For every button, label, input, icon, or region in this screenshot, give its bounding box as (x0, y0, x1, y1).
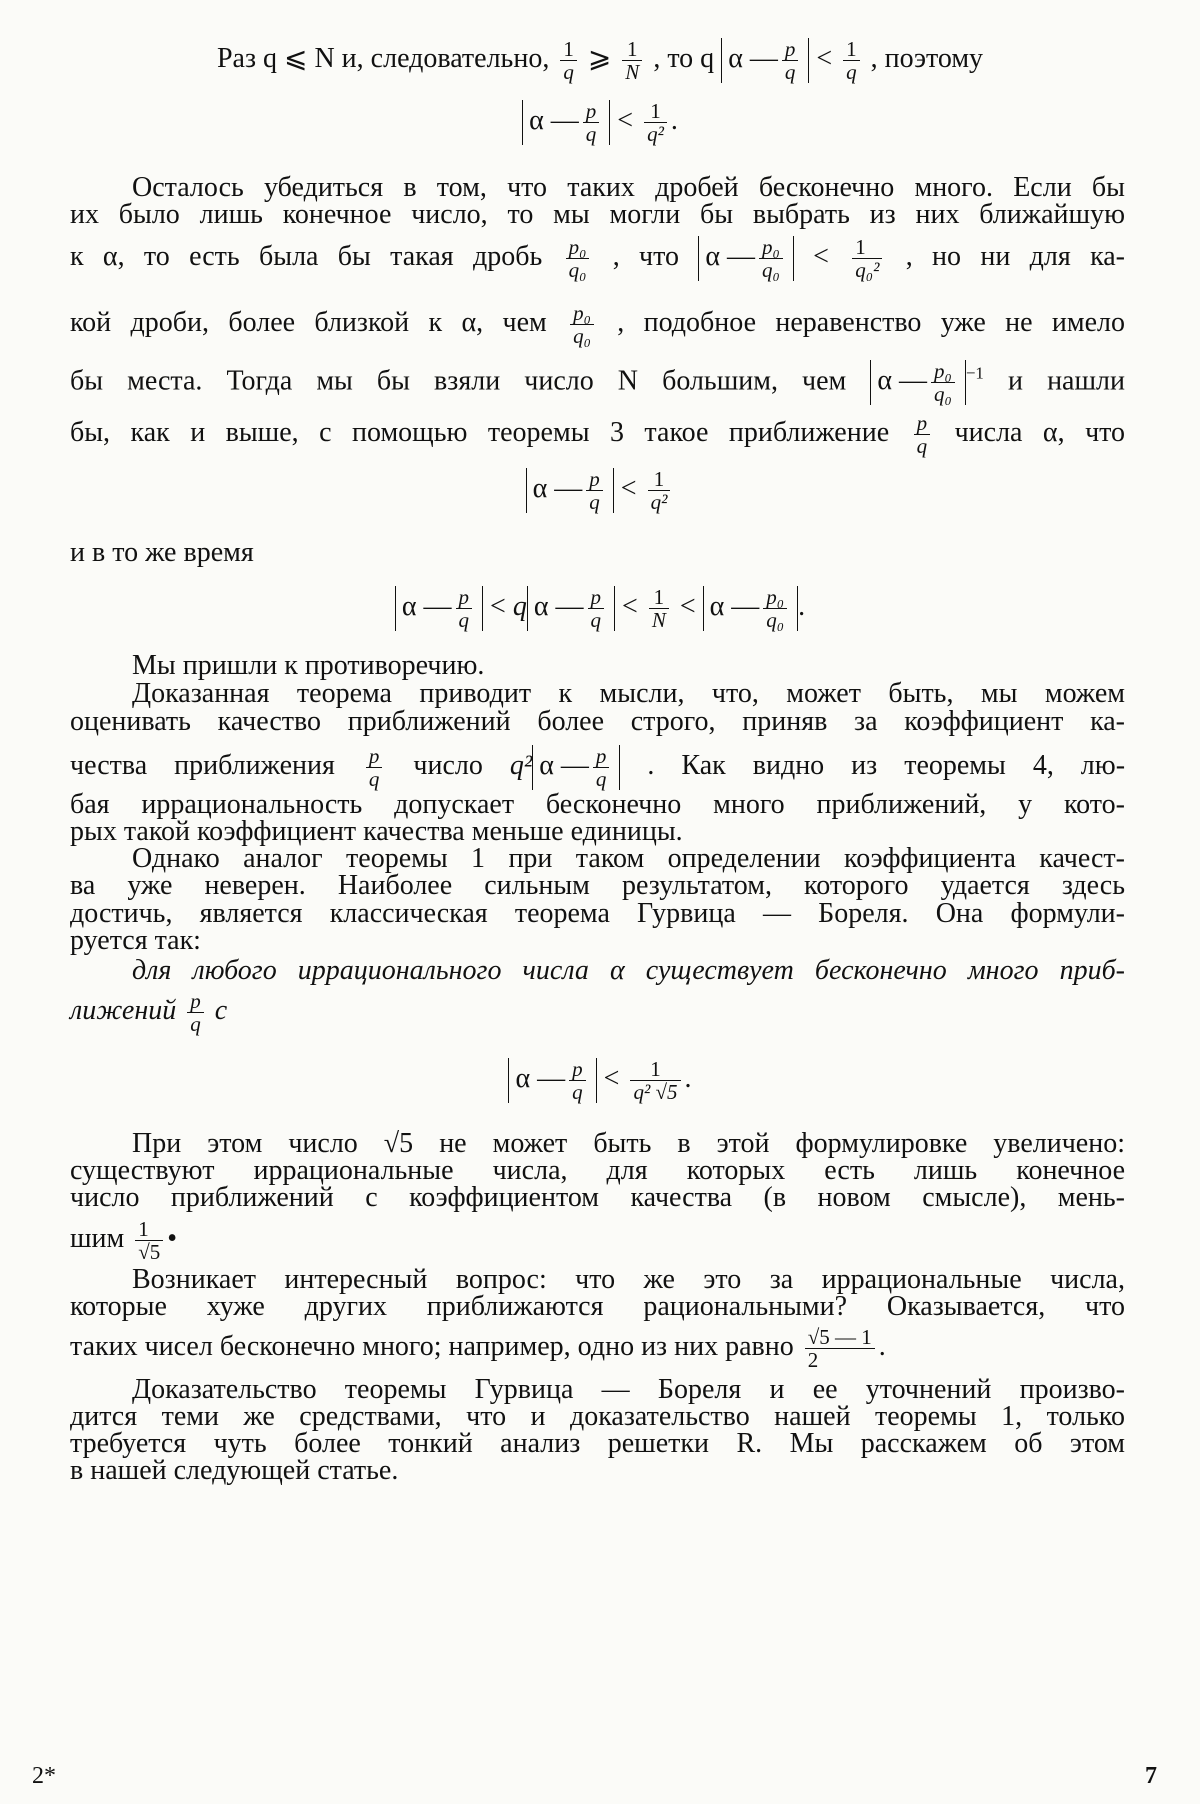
text-line-with-formula: к α, то есть была бы такая дробь $\frac{\text{p₀}}{\text{q₀}}$ , что α — $\frac{\text{p₀}}{\text{q₀}}$ < $\frac{1}{\text{q₀²}}$ , но ни для ка- (70, 235, 1126, 282)
text-line-with-formula: шим $\frac{1}{√5}$ • (70, 1217, 178, 1264)
theorem-line: для любого иррационального числа α существует бесконечно много приб- (132, 955, 1125, 986)
text-line-with-formula: бы места. Тогда мы бы взяли число N большим, чем α — $\frac{\text{p₀}}{\text{q₀}}$ $^{-1}$ и нашли (70, 359, 1126, 407)
text-line: бая иррациональность допускает бесконечно много приближений, у кото- (70, 789, 1125, 820)
text-line: число приближений с коэффициентом качества (в новом смысле), мень- (70, 1182, 1125, 1213)
text-line: Доказательство теоремы Гурвица — Бореля и ее уточнений произво- (132, 1374, 1125, 1405)
text-line: Осталось убедиться в том, что таких дробей бесконечно много. Если бы (132, 172, 1125, 203)
text-line: которые хуже других приближаются рациональными? Оказывается, что (70, 1291, 1125, 1322)
text-line: в нашей следующей статье. (70, 1455, 399, 1486)
text-line: оценивать качество приближений более строго, приняв за коэффициент ка- (70, 706, 1125, 737)
page-number: 7 (1145, 1763, 1157, 1789)
text-line: существуют иррациональные числа, для которых есть лишь конечное (70, 1155, 1125, 1186)
text-line: и в то же время (70, 537, 254, 568)
text-line: Возникает интересный вопрос: что же это за иррациональные числа, (132, 1264, 1125, 1295)
text-line: требуется чуть более тонкий анализ решетки R. Мы расскажем об этом (70, 1428, 1125, 1459)
text-line: достичь, является классическая теорема Гурвица — Бореля. Она формули- (70, 898, 1125, 929)
formula-display-3: α — $\frac{p}{q}$ < q α — $\frac{p}{q}$ < $\frac{1}{N}$ < α — $\frac{\text{p₀}}{\text{q₀}}$ . (0, 586, 1200, 631)
formula-display-2: α — $\frac{p}{q}$ < $\frac{1}{\text{q²}}$ (0, 468, 1200, 513)
text-line: Доказанная теорема приводит к мысли, что, может быть, мы можем (132, 678, 1125, 709)
text-line: ва уже неверен. Наиболее сильным результатом, которого удается здесь (70, 870, 1125, 901)
text-line: их было лишь конечное число, то мы могли бы выбрать из них ближайшую (70, 199, 1125, 230)
text-line: При этом число √5 не может быть в этой формулировке увеличено: (132, 1128, 1125, 1159)
text-line: дится теми же средствами, что и доказательство нашей теоремы 1, только (70, 1401, 1125, 1432)
text-line: Мы пришли к противоречию. (132, 650, 485, 681)
text-line-with-formula: таких чисел бесконечно много; например, одно из них равно $\frac{√5 — 1}{2}$ . (70, 1325, 886, 1372)
theorem-line-with-formula: лижений $\frac{p}{q}$ с (70, 989, 228, 1036)
signature-mark: 2* (32, 1763, 56, 1789)
fraction-1-over-q: $\frac{1}{q}$ (843, 38, 860, 83)
fraction-1-over-N: $\frac{1}{N}$ (622, 38, 642, 83)
text-line: рых такой коэффициент качества меньше единицы. (70, 816, 683, 847)
line-1: Раз q ⩽ N и, следовательно, $\frac{1}{q}$ ⩾ $\frac{1}{N}$ , то q α — $\frac{p}{q}$ < $\frac{1}{q}$ , поэтому (216, 37, 984, 84)
abs-alpha-minus-p-over-q: α — $\frac{p}{q}$ (721, 38, 809, 83)
formula-display-4: α — $\frac{p}{q}$ < $\frac{1}{\text{q² √5}}$ . (0, 1058, 1200, 1103)
text-line: руется так: (70, 925, 201, 956)
text-line-with-formula: кой дроби, более близкой к α, чем $\frac{\text{p₀}}{\text{q₀}}$ , подобное неравенство уже не имело (70, 301, 1125, 348)
text: Раз q ⩽ N и, следовательно, (216, 42, 550, 74)
text-line: Однако аналог теоремы 1 при таком определении коэффициента качест- (132, 843, 1125, 874)
text-line-with-formula: бы, как и выше, с помощью теоремы 3 такое приближение $\frac{p}{q}$ числа α, что (70, 411, 1126, 458)
text-line-with-formula: чества приближения $\frac{p}{q}$ число q² α — $\frac{p}{q}$ . Как видно из теоремы 4, лю- (70, 744, 1126, 791)
fraction-1-over-q: $\frac{1}{q}$ (560, 38, 577, 83)
formula-display-1: α — $\frac{p}{q}$ < $\frac{1}{\text{q²}}$ . (0, 100, 1200, 145)
